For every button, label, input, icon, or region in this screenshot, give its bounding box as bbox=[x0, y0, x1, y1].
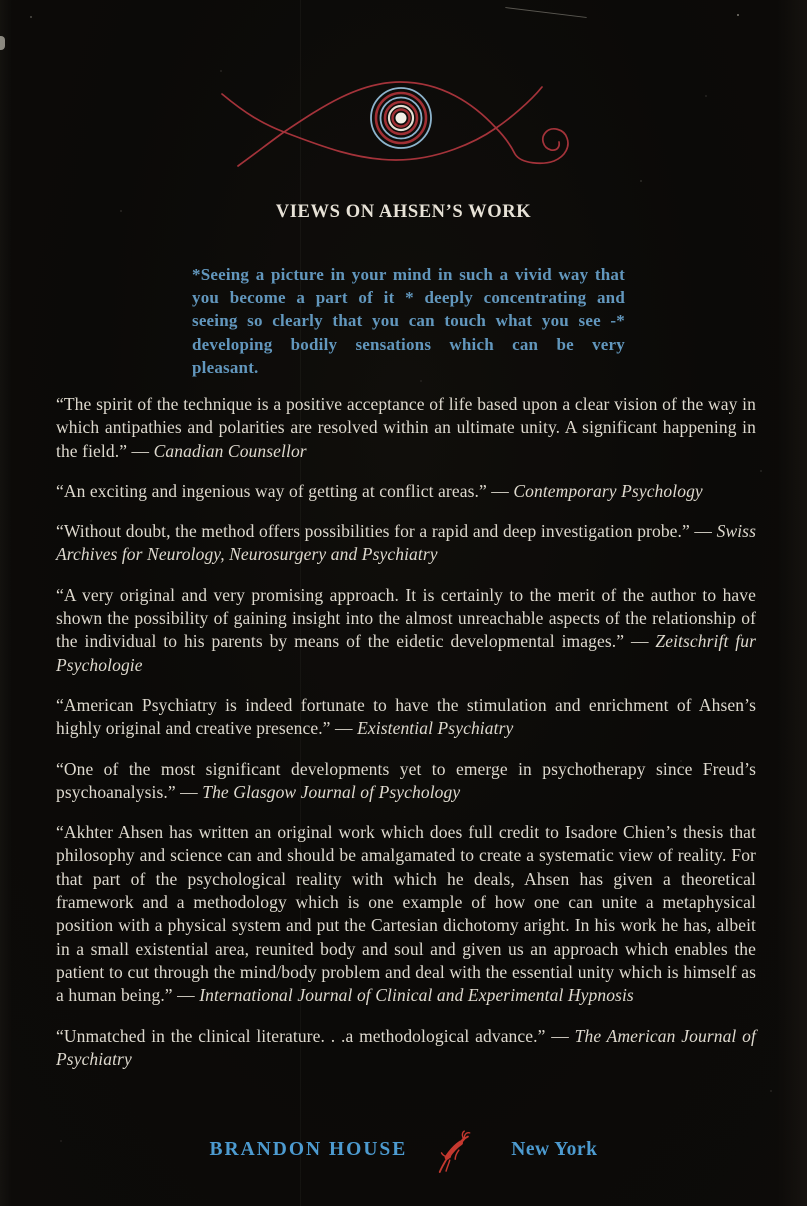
quote-zeitschrift bbox=[56, 584, 756, 677]
quote-text: “The spirit of the technique is a positive acceptance of life based upon a clear vision of the way in which antipathies and polarities are resolved within an ultimate unity. A significant happening in the field.” — bbox=[56, 394, 756, 461]
leaping-deer-icon bbox=[437, 1129, 477, 1175]
edge-wear-mark bbox=[0, 36, 5, 50]
dust-specks bbox=[0, 0, 2, 2]
review-quotes bbox=[56, 393, 756, 1088]
quote-text: “A very original and very promising approach. It is certainly to the merit of the author to have shown the possibility of gaining insight into the almost unreachable aspects of the relationship of the individual to his parents by means of the eidetic developmental images.” — bbox=[56, 584, 756, 652]
quote-source: Zeitschrift fur Psychologie bbox=[56, 631, 756, 675]
quote-text: “An exciting and ingenious way of getting at conflict areas.” — bbox=[56, 480, 514, 501]
fish-eye-logo bbox=[208, 74, 590, 178]
quote-source: Contemporary Psychology bbox=[513, 480, 703, 501]
quote-glasgow-journal bbox=[56, 758, 756, 805]
quote-contemporary-psychology bbox=[56, 480, 756, 503]
publisher-name: BRANDON HOUSE bbox=[209, 1139, 408, 1160]
quote-existential-psychiatry bbox=[56, 694, 756, 741]
quote-american-journal-psychiatry bbox=[56, 1025, 756, 1072]
eidetic-experience-blurb: *Seeing a picture in your mind in such a vivid way that you become a part of it * deeply concentrating and seeing so clearly that you can touch what you see -* developing bodily sensations which can be very pleasant. bbox=[192, 265, 625, 377]
quote-text: “Unmatched in the clinical literature. . .a methodological advance.” — bbox=[56, 1025, 575, 1046]
publisher-line bbox=[0, 1126, 807, 1174]
quote-text: “One of the most significant developments yet to emerge in psychotherapy since Freud’s psychoanalysis.” — bbox=[56, 758, 756, 802]
quote-source: The American Journal of Psychiatry bbox=[56, 1025, 756, 1069]
quote-source: International Journal of Clinical and Experimental Hypnosis bbox=[199, 985, 634, 1006]
fish-upper-curve-and-spiral bbox=[238, 82, 568, 166]
quote-source: Existential Psychiatry bbox=[357, 718, 514, 739]
eye-center-dot bbox=[396, 113, 407, 124]
quote-text: “American Psychiatry is indeed fortunate to have the stimulation and enrichment of Ahsen’s highly original and creative presence.” — bbox=[56, 694, 756, 739]
eye-spiral-rings bbox=[371, 88, 431, 148]
publisher-city: New York bbox=[511, 1139, 598, 1160]
quote-source: The Glasgow Journal of Psychology bbox=[202, 781, 461, 802]
quote-text: “Akhter Ahsen has written an original work which does full credit to Isadore Chien’s thesis that philosophy and science can and should be amalgamated to create a systematic view of reality. For that part of the psychological reality with which he deals, Ahsen has given a theoretical framework and a methodology which is one example of how one can unite a metaphysical position with a physical system and put the Cartesian dichotomy aright. In his work he has, albeit in a small existential area, reunited body and soul and given us an approach which enables the patient to cut through the mind/body problem and deal with the essential unity which is himself as a human being.” — bbox=[56, 822, 756, 1006]
quote-source: Canadian Counsellor bbox=[153, 440, 307, 461]
quote-hypnosis-journal bbox=[56, 821, 756, 1007]
quote-canadian-counsellor bbox=[56, 393, 756, 463]
quote-swiss-archives bbox=[56, 520, 756, 567]
quote-text: “Without doubt, the method offers possibilities for a rapid and deep investigation probe.” — bbox=[56, 521, 717, 542]
page-title: VIEWS ON AHSEN’S WORK bbox=[275, 202, 532, 222]
scratch-mark bbox=[505, 7, 587, 18]
quote-source: Swiss Archives for Neurology, Neurosurgery and Psychiatry bbox=[56, 521, 756, 565]
